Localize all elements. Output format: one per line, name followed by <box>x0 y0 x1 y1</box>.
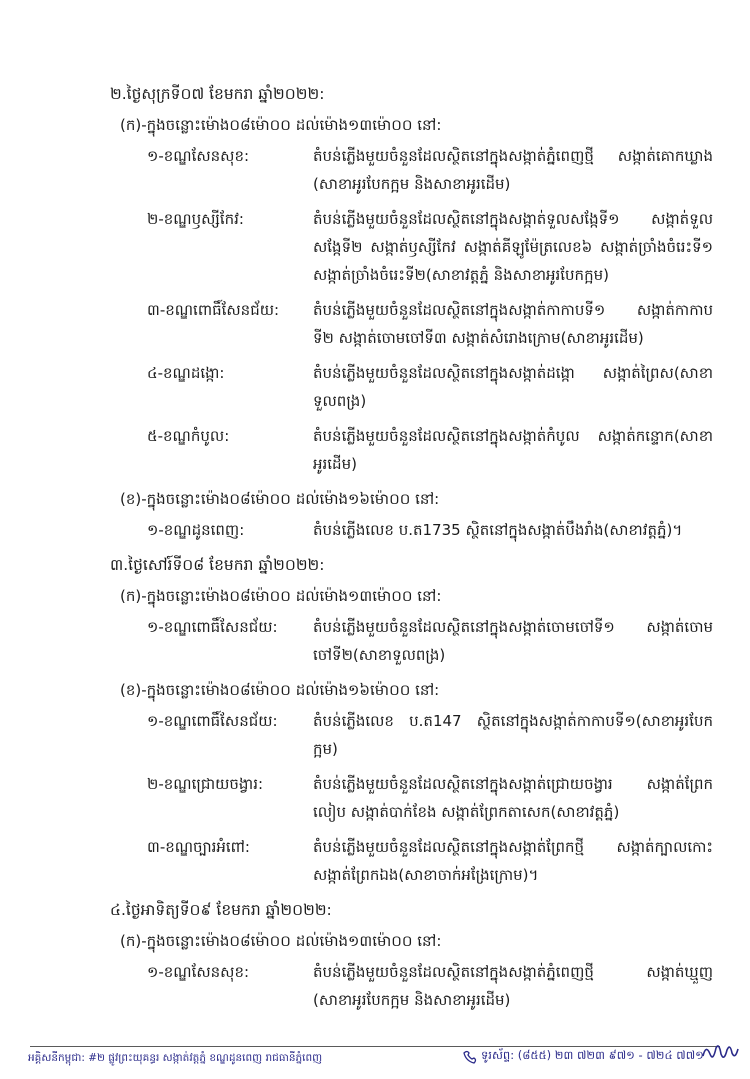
district-name: ៣-ខណ្ឌពោធិ៍សែនជ័យ: <box>147 301 280 319</box>
area-description-line: តំបន់ភ្លើងមួយចំនួនដែលស្ថិតនៅក្នុងសង្កាត់ទួលសង្កែទី១ សង្កាត់ទួល <box>313 210 713 228</box>
area-description-line: លៀប សង្កាត់បាក់ខែង សង្កាត់ព្រែកតាសេក(សាខាវត្តភ្នំ) <box>313 803 620 821</box>
area-description-line: សង្កាត់ច្រាំងចំរេះទី២(សាខាវត្តភ្នំ និងសាខាអូរបែកក្អម) <box>313 266 609 284</box>
area-description-line: តំបន់ភ្លើងមួយចំនួនដែលស្ថិតនៅក្នុងសង្កាត់ព្រែកថ្មី សង្កាត់ក្បាលកោះ <box>313 838 713 856</box>
day-heading: ៣.ថ្ងៃសៅរ៍ទី០៨ ខែមករា ឆ្នាំ២០២២: <box>110 556 325 574</box>
period-label: (ក)-ក្នុងចន្លោះម៉ោង០៨ម៉ោ០០ ដល់ម៉ោង១៣ម៉ោ០០ នៅ: <box>120 587 442 605</box>
phone-number: ទូរស័ព្ទ: (៨៥៥) ២៣ ៧២៣ ៩៧១ - ៧២៤ ៧៧១ <box>481 1048 704 1062</box>
area-description-line: ទួលពង្រ) <box>313 392 367 410</box>
area-description-line: (សាខាអូរបែកក្អម និងសាខាអូរដើម) <box>313 991 511 1009</box>
day-heading: ២.ថ្ងៃសុក្រទី០៧ ខែមករា ឆ្នាំ២០២២: <box>110 85 325 103</box>
footer-phone <box>462 1048 704 1065</box>
district-name: ១-ខណ្ឌសែនសុខ: <box>147 147 250 165</box>
district-name: ១-ខណ្ឌពោធិ៍សែនជ័យ: <box>147 712 278 730</box>
district-name: ១-ខណ្ឌដូនពេញ: <box>147 521 245 539</box>
period-label: (ក)-ក្នុងចន្លោះម៉ោង០៨ម៉ោ០០ ដល់ម៉ោង១៣ម៉ោ០០ នៅ: <box>120 932 442 950</box>
area-description-line: (សាខាអូរបែកក្អម និងសាខាអូរដើម) <box>313 175 511 193</box>
area-description-line: ក្អម) <box>313 740 338 758</box>
period-label: (ខ)-ក្នុងចន្លោះម៉ោង០៨ម៉ោ០០ ដល់ម៉ោង១៦ម៉ោ០០ នៅ: <box>120 490 440 508</box>
district-name: ៣-ខណ្ឌច្បារអំពៅ: <box>147 838 250 856</box>
phone-handset-icon <box>462 1050 478 1064</box>
district-name: ១-ខណ្ឌពោធិ៍សែនជ័យ: <box>147 618 278 636</box>
area-description-line: តំបន់ភ្លើងមួយចំនួនដែលស្ថិតនៅក្នុងសង្កាត់ជ្រោយចង្វារ សង្កាត់ព្រែក <box>313 775 713 793</box>
area-description-line: សង្កែទី២ សង្កាត់ឫស្សីកែវ សង្កាត់គីឡូម៉ែត្រលេខ៦ សង្កាត់ច្រាំងចំរេះទី១ <box>313 238 713 256</box>
area-description-line: ចៅទី២(សាខាទួលពង្រ) <box>313 646 446 664</box>
area-description-line: តំបន់ភ្លើងលេខ ប.ត147 ស្ថិតនៅក្នុងសង្កាត់កាកាបទី១(សាខាអូរបែក <box>313 712 713 730</box>
period-label: (ខ)-ក្នុងចន្លោះម៉ោង០៨ម៉ោ០០ ដល់ម៉ោង១៦ម៉ោ០០ នៅ: <box>120 681 440 699</box>
area-description-line: តំបន់ភ្លើងមួយចំនួនដែលស្ថិតនៅក្នុងសង្កាត់ភ្នំពេញថ្មី សង្កាត់គោកឃ្លាង <box>313 147 713 165</box>
district-name: ២-ខណ្ឌជ្រោយចង្វារ: <box>147 775 264 793</box>
area-description-line: តំបន់ភ្លើងលេខ ប.ត1735 ស្ថិតនៅក្នុងសង្កាត់បឹងរាំង(សាខាវត្តភ្នំ)។ <box>313 521 683 539</box>
area-description-line: តំបន់ភ្លើងមួយចំនួនដែលស្ថិតនៅក្នុងសង្កាត់ភ្នំពេញថ្មី សង្កាត់ឃ្មួញ <box>313 963 713 981</box>
day-heading: ៤.ថ្ងៃអាទិត្យទី០៩ ខែមករា ឆ្នាំ២០២២: <box>110 901 332 919</box>
period-label: (ក)-ក្នុងចន្លោះម៉ោង០៨ម៉ោ០០ ដល់ម៉ោង១៣ម៉ោ០០ នៅ: <box>120 116 442 134</box>
area-description-line: សង្កាត់ព្រែកឯង(សាខាចាក់អង្រែក្រោម)។ <box>313 866 539 884</box>
footer-address: អគ្គិសនីកម្ពុជា: #២ ផ្លូវព្រះយុគន្ធរ សង្កាត់វត្តភ្នំ ខណ្ឌដូនពេញ រាជធានីភ្នំពេញ <box>28 1052 323 1064</box>
area-description-line: តំបន់ភ្លើងមួយចំនួនដែលស្ថិតនៅក្នុងសង្កាត់ចោមចៅទី១ សង្កាត់ចោម <box>313 618 713 636</box>
area-description-line: អូរដើម) <box>313 455 357 473</box>
area-description-line: តំបន់ភ្លើងមួយចំនួនដែលស្ថិតនៅក្នុងសង្កាត់កាកាបទី១ សង្កាត់កាកាប <box>313 301 713 319</box>
district-name: ២-ខណ្ឌឫស្សីកែវ: <box>147 210 244 228</box>
footer-divider <box>30 1046 720 1047</box>
area-description-line: ទី២ សង្កាត់ចោមចៅទី៣ សង្កាត់សំរោងក្រោម(សាខាអូរដើម) <box>313 329 644 347</box>
district-name: ៥-ខណ្ឌកំបូល: <box>147 427 230 445</box>
area-description-line: តំបន់ភ្លើងមួយចំនួនដែលស្ថិតនៅក្នុងសង្កាត់កំបូល សង្កាត់កន្ទោក(សាខា <box>313 427 713 445</box>
district-name: ៤-ខណ្ឌដង្កោ: <box>147 364 225 382</box>
district-name: ១-ខណ្ឌសែនសុខ: <box>147 963 250 981</box>
area-description-line: តំបន់ភ្លើងមួយចំនួនដែលស្ថិតនៅក្នុងសង្កាត់ដង្កោ សង្កាត់ព្រៃស(សាខា <box>313 364 713 382</box>
initials-signature <box>700 1040 742 1064</box>
